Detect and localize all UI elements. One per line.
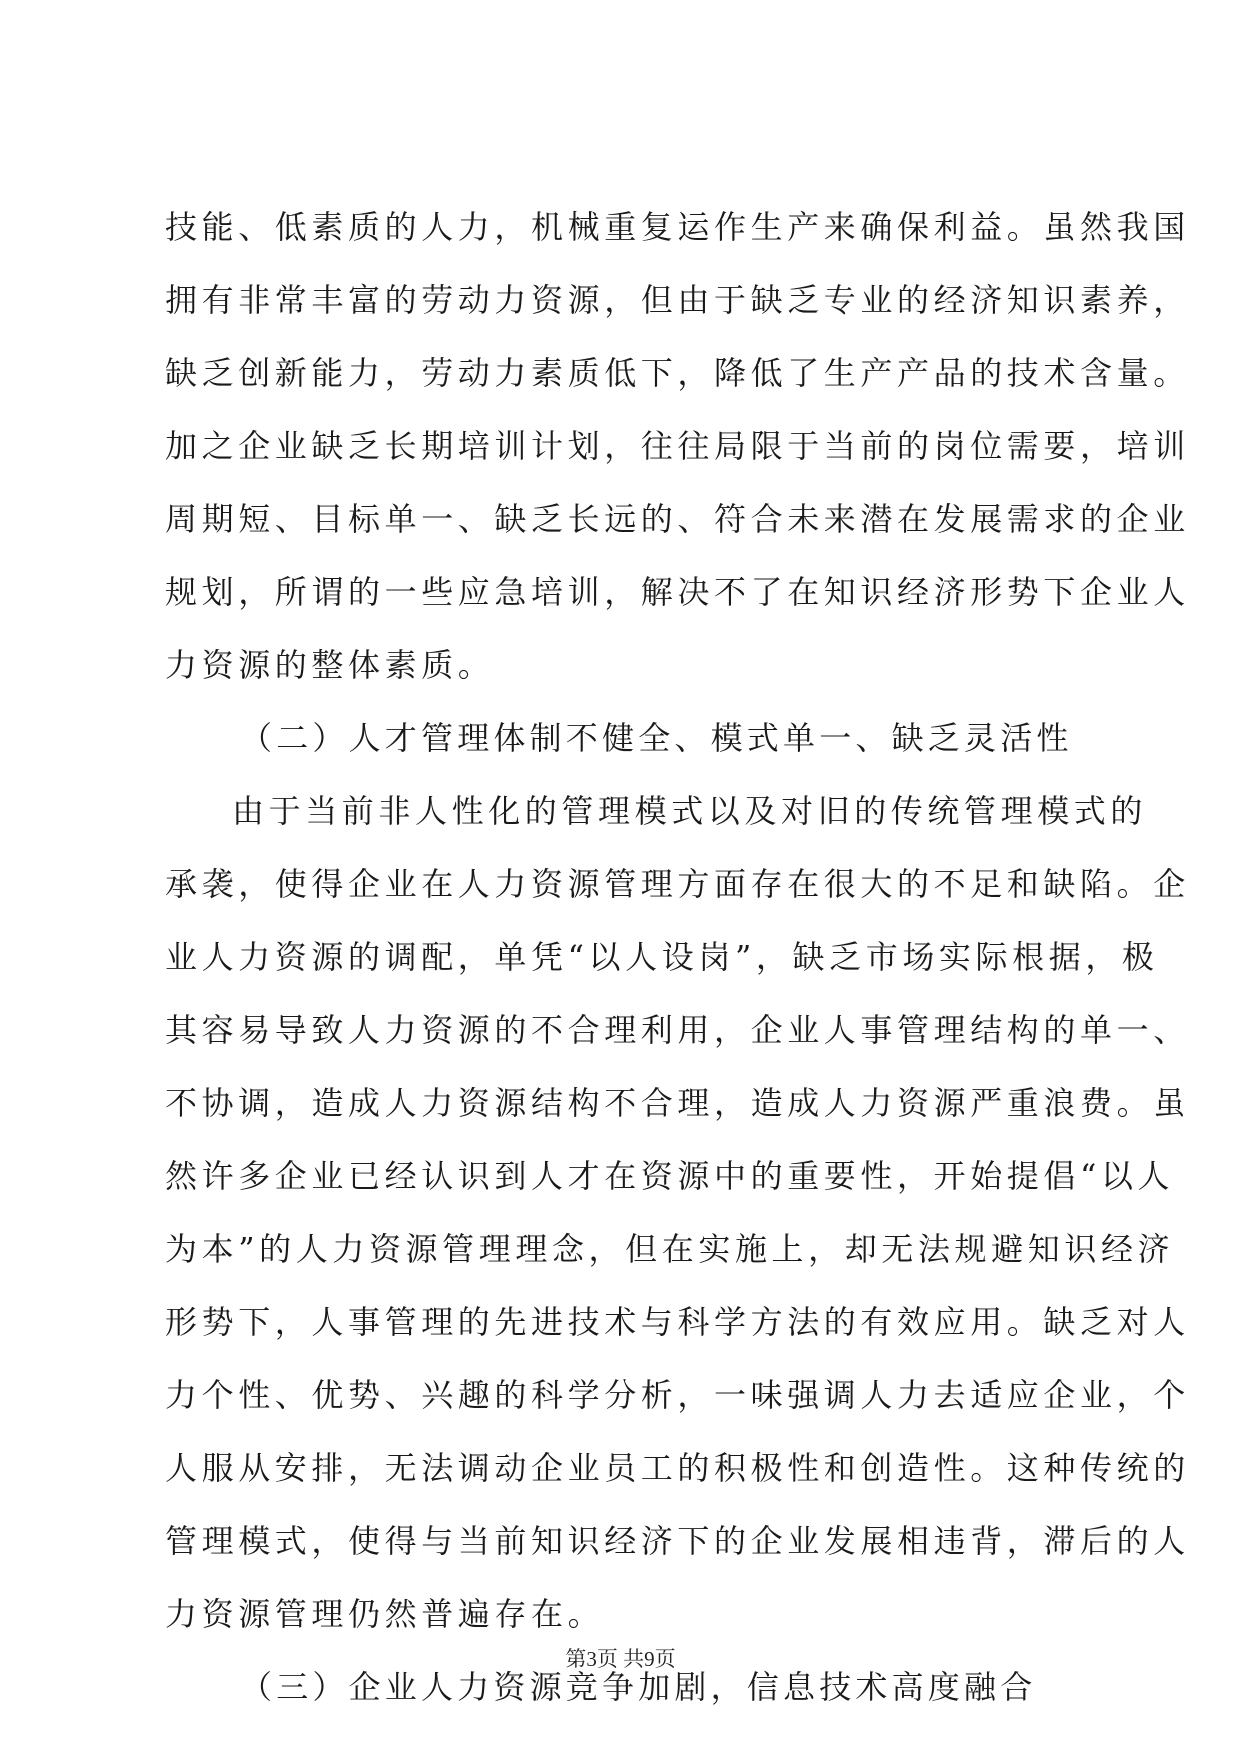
paragraph-line: 业人力资源的调配，单凭“以人设岗”，缺乏市场实际根据，极 (165, 938, 1159, 976)
paragraph-line: 然许多企业已经认识到人才在资源中的重要性，开始提倡“以人 (165, 1157, 1175, 1195)
paragraph-line: 力个性、优势、兴趣的科学分析，一味强调人力去适应企业，个 (165, 1376, 1190, 1414)
paragraph-line: 形势下，人事管理的先进技术与科学方法的有效应用。缺乏对人 (165, 1303, 1190, 1341)
paragraph-line: 拥有非常丰富的劳动力资源，但由于缺乏专业的经济知识素养， (165, 281, 1190, 319)
paragraph-line: 人服从安排，无法调动企业员工的积极性和创造性。这种传统的 (165, 1449, 1190, 1487)
paragraph-line: 由于当前非人性化的管理模式以及对旧的传统管理模式的 (232, 792, 1148, 830)
paragraph-line: 不协调，造成人力资源结构不合理，造成人力资源严重浪费。虽 (165, 1084, 1190, 1122)
section-heading: （二）人才管理体制不健全、模式单一、缺乏灵活性 (240, 719, 1073, 757)
paragraph-line: 技能、低素质的人力，机械重复运作生产来确保利益。虽然我国 (165, 208, 1190, 246)
paragraph-line: 力资源管理仍然普遍存在。 (165, 1595, 605, 1633)
paragraph-line: 为本”的人力资源管理理念，但在实施上，却无法规避知识经济 (165, 1230, 1175, 1268)
paragraph-line: 承袭，使得企业在人力资源管理方面存在很大的不足和缺陷。企 (165, 865, 1190, 903)
paragraph-line: 缺乏创新能力，劳动力素质低下，降低了生产产品的技术含量。 (165, 354, 1190, 392)
paragraph-line: 其容易导致人力资源的不合理利用，企业人事管理结构的单一、 (165, 1011, 1190, 1049)
paragraph-line: 周期短、目标单一、缺乏长远的、符合未来潜在发展需求的企业 (165, 500, 1190, 538)
paragraph-line: 管理模式，使得与当前知识经济下的企业发展相违背，滞后的人 (165, 1522, 1190, 1560)
paragraph-line: 力资源的整体素质。 (165, 646, 495, 684)
paragraph-line: 规划，所谓的一些应急培训，解决不了在知识经济形势下企业人 (165, 573, 1190, 611)
page-footer: 第3页 共9页 (565, 1647, 676, 1671)
section-heading: （三）企业人力资源竞争加剧，信息技术高度融合 (240, 1668, 1037, 1706)
paragraph-line: 加之企业缺乏长期培训计划，往往局限于当前的岗位需要，培训 (165, 427, 1190, 465)
